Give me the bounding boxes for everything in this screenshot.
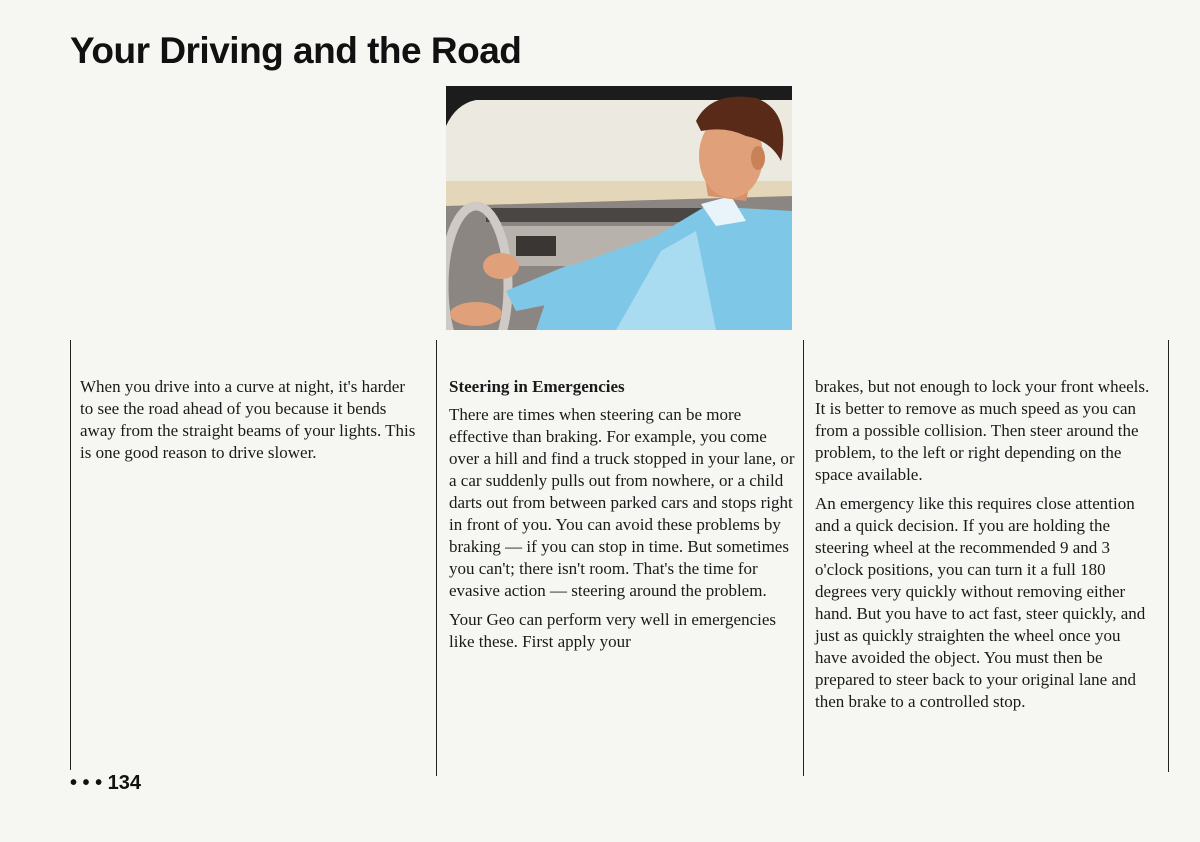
column-1 [80,376,420,471]
steering-intro-paragraph: There are times when steering can be more effective than braking. For example, you come over a hill and find a truck stopped in your lane, or a car suddenly pulls out from nowhere, or a child darts out from between parked cars and stops right in front of you. You can avoid these problems by braking — if you can stop in time. But sometimes you can't; there isn't room. That's the time for evasive action — steering around the problem. [449,405,795,600]
column-2 [449,376,795,660]
night-curve-paragraph: When you drive into a curve at night, it's harder to see the road ahead of you because it bends away from the straight beams of your lights. This is one good reason to drive slower. [80,377,416,462]
column-3 [815,376,1155,720]
column-rule-right [1168,340,1169,772]
geo-performance-paragraph: Your Geo can perform very well in emergencies like these. First apply your [449,610,776,651]
driver-steering-illustration [446,86,792,330]
column-rule-left [70,340,71,770]
emergency-paragraph: An emergency like this requires close attention and a quick decision. If you are holding the steering wheel at the recommended 9 and 3 o'clock positions, you can turn it a full 180 degrees very quickly without removing either hand. But you have to act fast, steer quickly, and just as quickly straighten the wheel once you have avoided the object. You must then be prepared to steer back to your original lane and then brake to a controlled stop. [815,494,1146,711]
driver-illustration-svg [446,86,792,330]
column-rule-2 [436,340,437,776]
page-title: Your Driving and the Road [70,30,522,71]
column-rule-3 [803,340,804,776]
section-heading: Steering in Emergencies [449,377,625,396]
brakes-paragraph: brakes, but not enough to lock your front wheels. It is better to remove as much speed as you can from a possible collision. Then steer around the problem, to the left or right depending on the space available. [815,377,1150,484]
page-number: • • • 134 [70,772,142,794]
